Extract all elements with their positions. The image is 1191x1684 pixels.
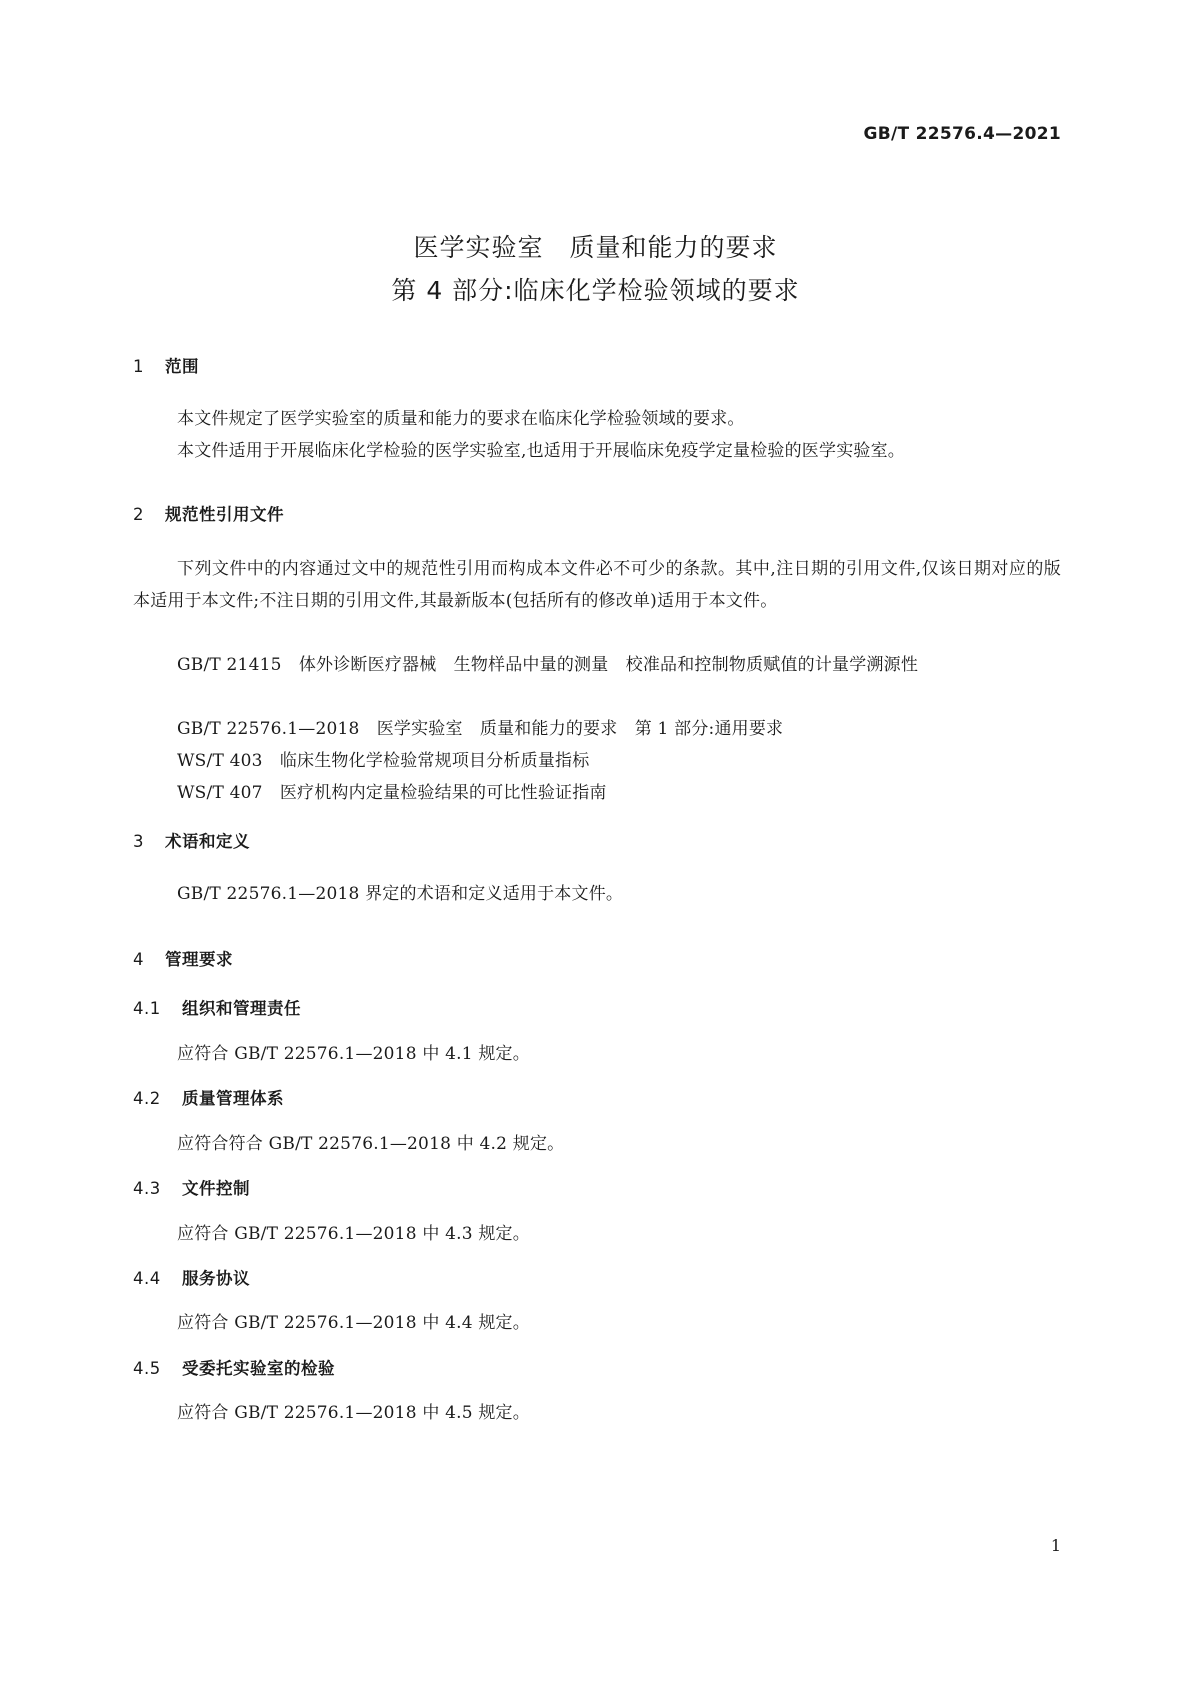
reference-text: GB/T 22576.1—2018 医学实验室 质量和能力的要求 第 1 部分:通用要求 [177, 719, 784, 739]
subsection-number: 4.1 [133, 999, 161, 1018]
section-title: 范围 [165, 357, 199, 376]
reference-text: WS/T 407 医疗机构内定量检验结果的可比性验证指南 [177, 783, 607, 803]
paragraph: 下列文件中的内容通过文中的规范性引用而构成本文件必不可少的条款。其中,注日期的引用文件,仅该日期对应的版本适用于本文件;不注日期的引用文件,其最新版本(包括所有的修改单)适用于本文件。 [133, 559, 1061, 611]
section-title: 管理要求 [165, 950, 233, 969]
section-title: 规范性引用文件 [165, 505, 284, 524]
title-line-1: 医学实验室 质量和能力的要求 [413, 233, 778, 262]
document-title [0, 226, 1191, 312]
reference-text: GB/T 21415 体外诊断医疗器械 生物样品中量的测量 校准品和控制物质赋值的计量学溯源性 [177, 655, 919, 675]
paragraph: 应符合 GB/T 22576.1—2018 中 4.3 规定。 [177, 1224, 530, 1244]
paragraph: 本文件适用于开展临床化学检验的医学实验室,也适用于开展临床免疫学定量检验的医学实验室。 [177, 441, 906, 461]
subsection-number: 4.4 [133, 1269, 161, 1288]
subsection-heading-4-4 [133, 1265, 250, 1289]
section-heading-1 [133, 353, 199, 377]
subsection-number: 4.2 [133, 1089, 161, 1108]
section-number: 4 [133, 950, 144, 969]
subsection-heading-4-2 [133, 1085, 284, 1109]
paragraph: 应符合 GB/T 22576.1—2018 中 4.1 规定。 [177, 1044, 530, 1064]
reference-item [133, 713, 1061, 745]
reference-item [133, 649, 1061, 681]
reference-text: WS/T 403 临床生物化学检验常规项目分析质量指标 [177, 751, 590, 771]
title-line-2: 第 4 部分:临床化学检验领域的要求 [391, 276, 800, 305]
subsection-number: 4.3 [133, 1179, 161, 1198]
page-number: 1 [1050, 1536, 1061, 1555]
subsection-title: 文件控制 [182, 1179, 250, 1198]
section-title: 术语和定义 [165, 832, 250, 851]
subsection-number: 4.5 [133, 1359, 161, 1378]
section-heading-4 [133, 946, 233, 970]
subsection-title: 受委托实验室的检验 [182, 1359, 335, 1378]
subsection-title: 组织和管理责任 [182, 999, 301, 1018]
section-number: 2 [133, 505, 144, 524]
subsection-heading-4-1 [133, 995, 301, 1019]
standard-code: GB/T 22576.4—2021 [863, 124, 1061, 144]
section-heading-3 [133, 828, 250, 852]
subsection-heading-4-5 [133, 1355, 335, 1379]
reference-item [133, 745, 1061, 777]
paragraph: 本文件规定了医学实验室的质量和能力的要求在临床化学检验领域的要求。 [177, 409, 745, 429]
subsection-title: 质量管理体系 [182, 1089, 284, 1108]
reference-item [133, 777, 1061, 809]
subsection-heading-4-3 [133, 1175, 250, 1199]
paragraph: 应符合 GB/T 22576.1—2018 中 4.4 规定。 [177, 1313, 530, 1333]
section-number: 1 [133, 357, 144, 376]
subsection-title: 服务协议 [182, 1269, 250, 1288]
paragraph: 应符合符合 GB/T 22576.1—2018 中 4.2 规定。 [177, 1134, 565, 1154]
section-number: 3 [133, 832, 144, 851]
paragraph: 应符合 GB/T 22576.1—2018 中 4.5 规定。 [177, 1403, 530, 1423]
section-heading-2 [133, 501, 284, 525]
paragraph: GB/T 22576.1—2018 界定的术语和定义适用于本文件。 [177, 884, 624, 904]
